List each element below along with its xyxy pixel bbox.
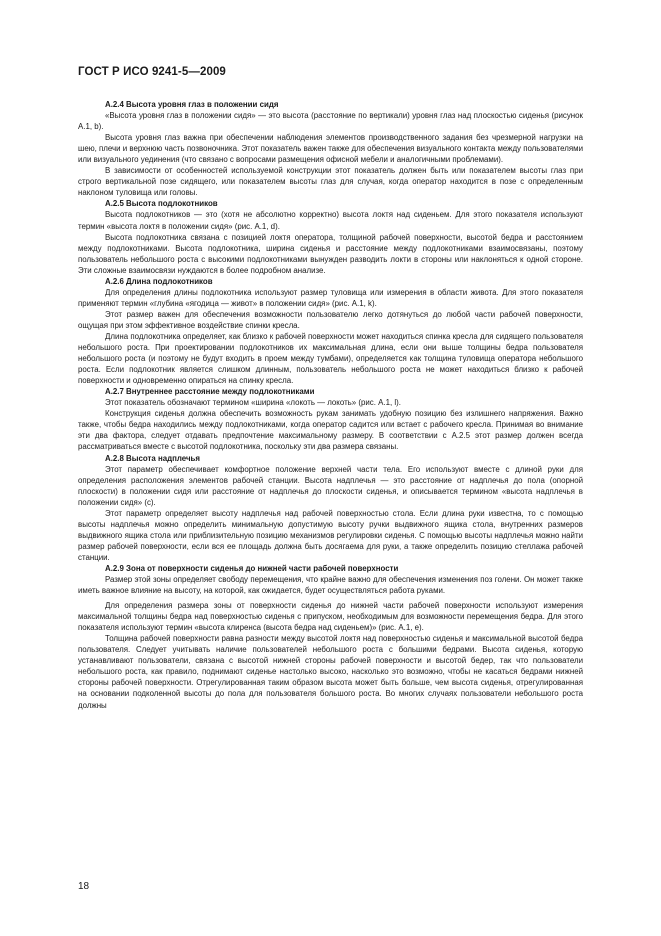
section-heading-a24: А.2.4 Высота уровня глаз в положении сидя (105, 100, 279, 109)
paragraph: Высота уровня глаз важна при обеспечении наблюдения элементов производственного задания без чрезмерной нагрузки на шею, плечи и верхнюю часть позвоночника. Этот показатель важен также для обеспечения визуального контакта между пользователями или визуального уединения (что связано с вопросами размещения офисной мебели и аналогичными проблемами). (78, 133, 583, 165)
paragraph: Этот параметр обеспечивает комфортное положение верхней части тела. Его используют вместе с длиной руки для определения расположения элементов рабочей станции. Высота надплечья — это расстояние от надплечья до пола (опорной плоскости) в положении сидя или расстояние от надплечья до плоскости сиденья, и описывается термином «высота надплечья в положении сидя» (c). (78, 464, 583, 507)
paragraph: Для определения размера зоны от поверхности сиденья до нижней части рабочей поверхности используют измерения максимальной толщины бедра над поверхностью сиденья с припуском, необходимым для возможности перемещения бедра. Для этого показателя используют термин «высота клиренса (высота бедра над сиденьем)» (рис. А.1, e). (78, 601, 583, 633)
section-heading-a27: А.2.7 Внутреннее расстояние между подлокотниками (105, 387, 315, 397)
paragraph: Длина подлокотника определяет, как близко к рабочей поверхности может находиться спинка кресла для сидящего пользователя небольшого роста. При проектировании подлокотников их максимальная длина, если они выше толщины бедра пользователя небольшого роста (и поэтому не будут входить в проем между тумбами), определяется как толщина туловища оператора небольшого роста. Если подлокотник является слишком длинным, пользователь небольшого роста не может находиться близко к рабочей поверхности и одновременно опираться на спинку кресла. (78, 331, 583, 386)
page-number: 18 (78, 881, 90, 892)
paragraph: Высота подлокотников — это (хотя не абсолютно корректно) высота локтя над сиденьем. Для этого показателя используют термин «высота локтя в положении сидя» (рис. А.1, d). (78, 210, 583, 231)
paragraph: Высота подлокотника связана с позицией локтя оператора, толщиной рабочей поверхности, высотой бедра и расстоянием между подлокотниками. Высота подлокотника, ширина сиденья и расстояние между подлокотниками взаимосвязаны, поэтому пользователь небольшого роста с высокими подлокотниками вынужден разводить локти в стороны или наклоняться к одной стороне. Эти сложные взаимосвязи нуждаются в более подробном анализе. (78, 232, 583, 275)
paragraph: Толщина рабочей поверхности равна разности между высотой локтя над поверхностью сиденья и максимальной высотой бедра пользователя. Следует учитывать наличие пользователей небольшого роста с большими бедрами. Высота сиденья, которую устанавливают пользователи, связана с высотой нижней стороны рабочей поверхности и высотой бедер, так что пользователи небольшого роста, как правило, поднимают сиденье настолько высоко, насколько это возможно, чтобы не касаться бедрами нижней стороны рабочей поверхности. Отрегулированная таким образом высота может быть больше, чем высота сиденья, отрегулированная на основании подколенной высоты до пола для пользователя большого роста. Во многих случаях пользователи небольшого роста должны (78, 634, 583, 710)
document-header: ГОСТ Р ИСО 9241-5—2009 (78, 66, 226, 78)
paragraph: «Высота уровня глаз в положении сидя» — это высота (расстояние по вертикали) уровня глаз над плоскостью сиденья (рисунок А.1, b). (78, 111, 583, 132)
paragraph: Для определения длины подлокотника используют размер туловища или измерения в области живота. Для этого показателя применяют термин «глубина «ягодица — живот» в положении сидя» (рис. А.1, k). (78, 287, 583, 308)
paragraph: Размер этой зоны определяет свободу перемещения, что крайне важно для обеспечения изменения поз голени. Он может также иметь важное влияние на высоту, на которой, как ожидается, будет осуществляться работа руками. (78, 575, 583, 596)
document-body (78, 99, 583, 711)
section-heading-a25: А.2.5 Высота подлокотников (105, 199, 218, 209)
paragraph: Этот размер важен для обеспечения возможности пользователю легко дотянуться до любой части рабочей поверхности, ощущая при этом эффективное воздействие спинки кресла. (78, 309, 583, 330)
section-heading-a28: А.2.8 Высота надплечья (105, 453, 201, 463)
section-heading-a29: А.2.9 Зона от поверхности сиденья до нижней части рабочей поверхности (105, 563, 399, 573)
paragraph: Конструкция сиденья должна обеспечить возможность рукам занимать удобную позицию без излишнего напряжения. Важно также, чтобы бедра находились между подлокотниками, когда оператор садится или встает с рабочего кресла. Принимая во внимание эти два фактора, следует отдавать предпочтение максимальному размеру. В соответствии с А.2.5 этот размер должен всегда рассматриваться вместе с высотой подлокотника, поскольку эти два размера связаны. (78, 409, 583, 452)
paragraph: Этот параметр определяет высоту надплечья над рабочей поверхностью стола. Если длина руки известна, то с помощью высоты надплечья можно определить минимальную допустимую высоту ручки выдвижного ящика стола, внутренних размеров выдвижного ящика стола или приблизительную позицию механизмов регулировки сиденья. С помощью высоты надплечья можно найти размер рабочей поверхности, если вся ее площадь должна быть досягаема для руки, а также определить позицию стеллажа рабочей станции. (78, 508, 583, 562)
paragraph: В зависимости от особенностей используемой конструкции этот показатель должен быть или показателем высоты глаз при строго вертикальной позе сидящего, или показателем высоты глаз для случая, когда оператор находится в позе с определенным наклоном туловища или головы. (78, 166, 583, 198)
paragraph: Этот показатель обозначают термином «ширина «локоть — локоть» (рис. А.1, l). (105, 398, 401, 408)
section-heading-a26: А.2.6 Длина подлокотников (105, 276, 213, 286)
